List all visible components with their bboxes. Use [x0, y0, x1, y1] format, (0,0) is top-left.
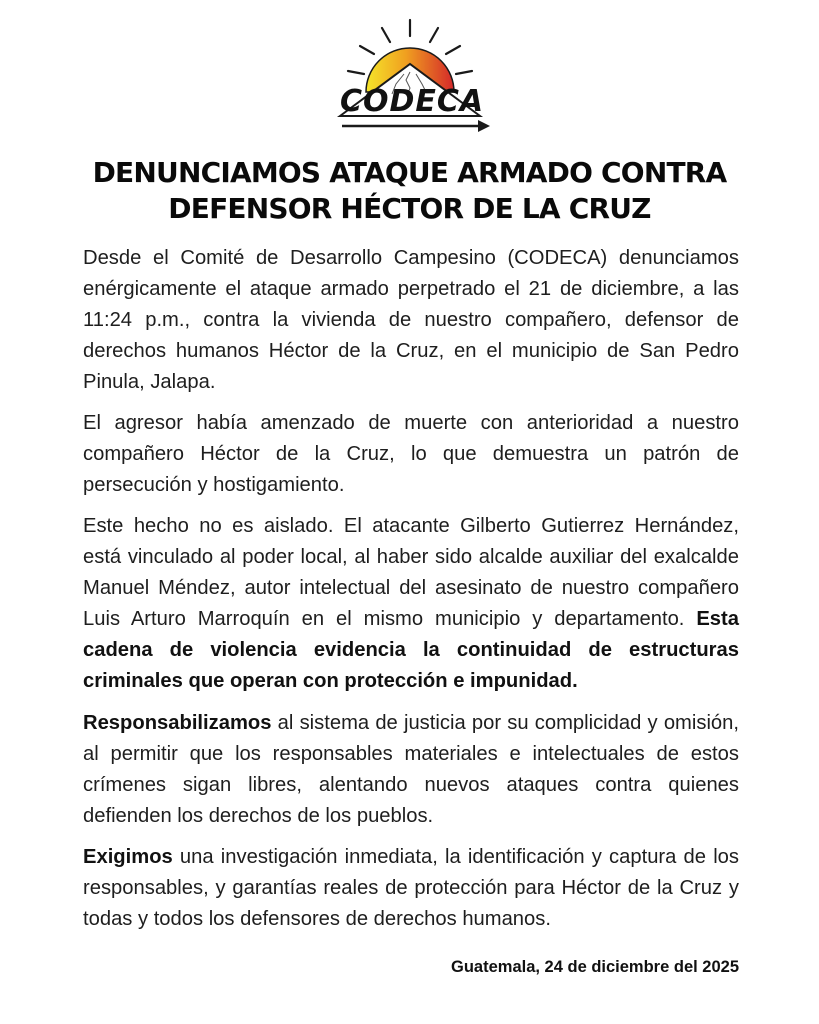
- title-line-1: DENUNCIAMOS ATAQUE ARMADO CONTRA: [92, 156, 727, 189]
- paragraph-5: [83, 842, 739, 935]
- paragraph-3-emphasis: Esta cadena de violencia evidencia la continuidad de estructuras criminales que operan con protección e impunidad.: [83, 608, 739, 692]
- logo-text: CODECA: [340, 84, 485, 119]
- page-title: [40, 155, 779, 227]
- paragraph-4: [83, 708, 739, 832]
- paragraph-5-emphasis: Exigimos: [83, 846, 173, 868]
- paragraph-4-emphasis: Responsabilizamos: [83, 712, 272, 734]
- statement-body: [83, 243, 739, 945]
- paragraph-1: Desde el Comité de Desarrollo Campesino (CODECA) denunciamos enérgicamente el ataque armado perpetrado el 21 de diciembre, a las 11:24 p.m., contra la vivienda de nuestro compañero, defensor de derechos humanos Héctor de la Cruz, en el municipio de San Pedro Pinula, Jalapa.: [83, 247, 739, 393]
- paragraph-3-text: Este hecho no es aislado. El atacante Gilberto Gutierrez Hernández, está vinculado al poder local, al haber sido alcalde auxiliar del exalcalde Manuel Méndez, autor intelectual del asesinato de nuestro compañero Luis Arturo Marroquín en el mismo municipio y departamento.: [83, 515, 739, 630]
- paragraph-2: El agresor había amenzado de muerte con anterioridad a nuestro compañero Héctor de la Cruz, lo que demuestra un patrón de persecución y hostigamiento.: [83, 412, 739, 496]
- paragraph-4-text: al sistema de justicia por su complicidad y omisión, al permitir que los responsables materiales e intelectuales de estos crímenes sigan libres, alentando nuevos ataques contra quienes defienden los derechos de los pueblos.: [83, 712, 739, 827]
- title-line-2: DEFENSOR HÉCTOR DE LA CRUZ: [168, 192, 651, 225]
- paragraph-3: [83, 511, 739, 697]
- signature-date: Guatemala, 24 de diciembre del 2025: [451, 958, 739, 976]
- paragraph-5-text: una investigación inmediata, la identificación y captura de los responsables, y garantías reales de protección para Héctor de la Cruz y todas y todos los defensores de derechos humanos.: [83, 846, 739, 930]
